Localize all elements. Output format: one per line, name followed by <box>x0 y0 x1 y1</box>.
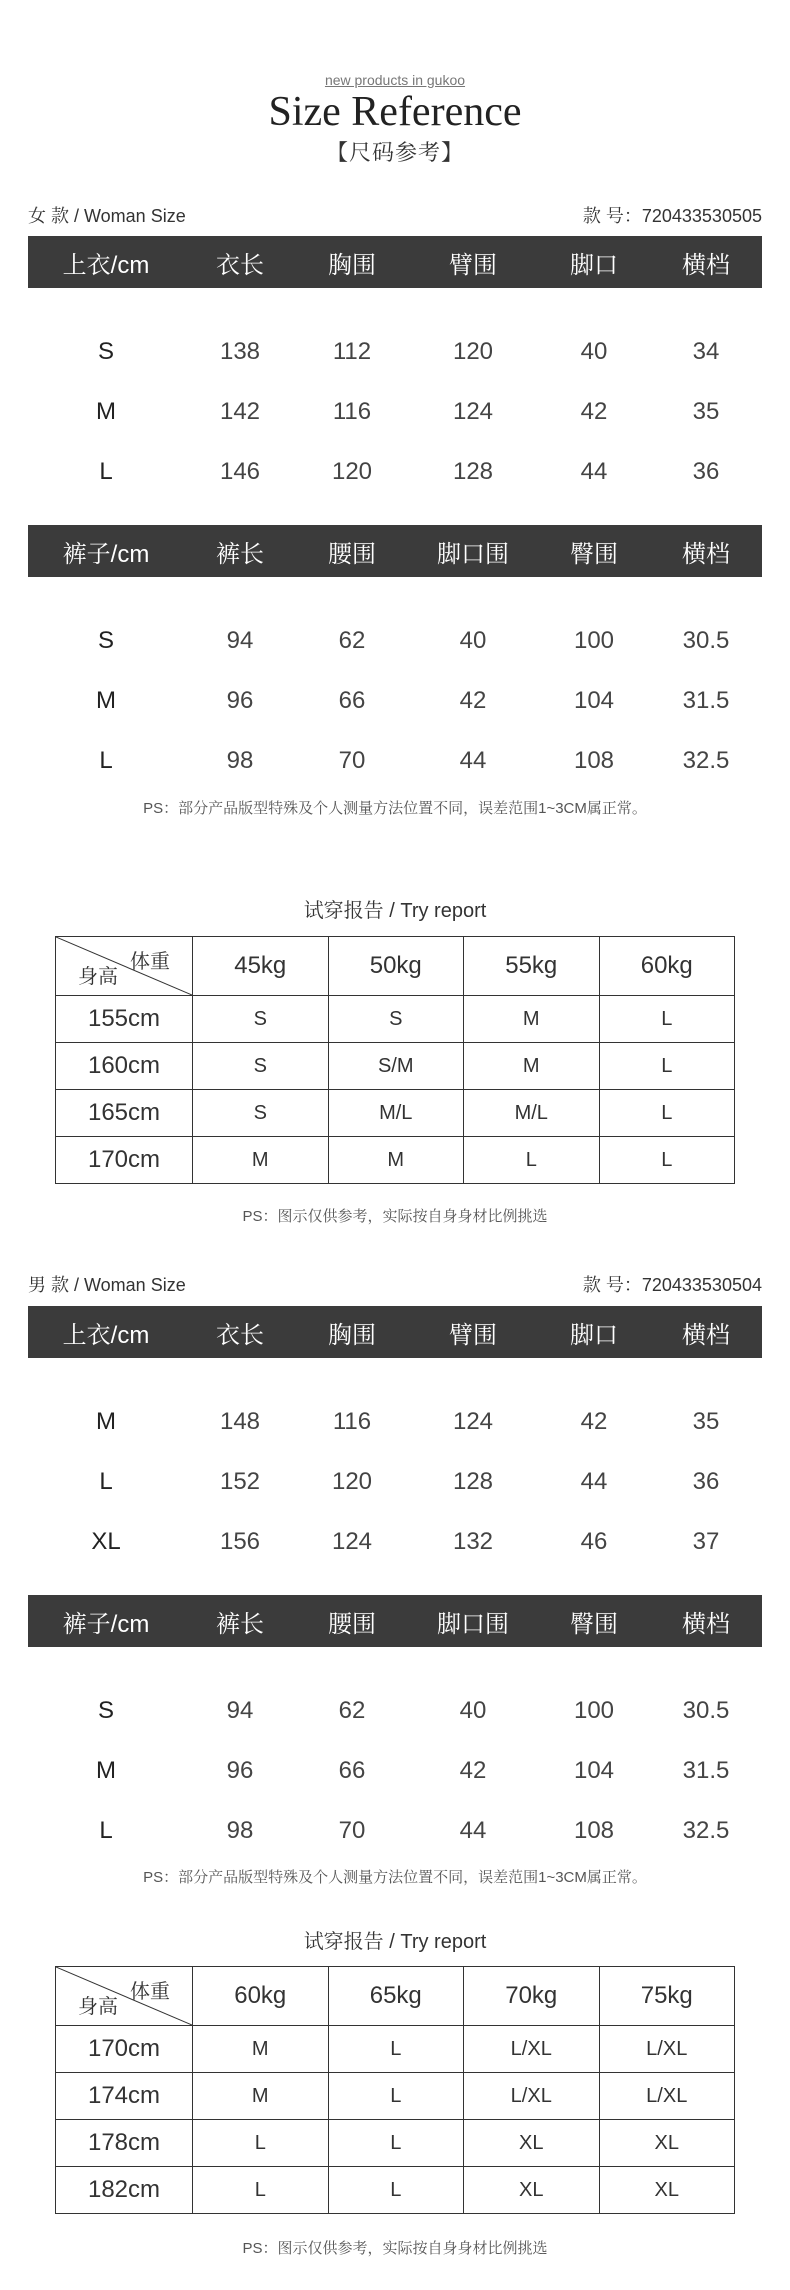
table-cell: 100 <box>573 1697 615 1724</box>
women-tops-table <box>28 236 762 502</box>
men-try-report-title: 试穿报告 / Try report <box>303 1931 487 1953</box>
table-cell: 36 <box>692 1468 720 1495</box>
table-cell: 148 <box>219 1408 261 1435</box>
table-row <box>56 1090 735 1137</box>
column-header: 横档 <box>650 525 762 577</box>
table-cell: M <box>193 1137 329 1184</box>
diagonal-line <box>56 937 192 995</box>
table-cell: 42 <box>580 398 608 425</box>
table-cell: 120 <box>452 338 494 365</box>
table-cell: M <box>328 1137 464 1184</box>
column-header: 裤长 <box>184 525 296 577</box>
table-row <box>28 288 762 382</box>
table-cell: 35 <box>692 398 720 425</box>
table-row <box>28 1647 762 1741</box>
table-cell: XL <box>599 2167 735 2214</box>
table-cell: 104 <box>573 687 615 714</box>
table-cell: M/L <box>464 1090 600 1137</box>
table-cell: 138 <box>219 338 261 365</box>
height-cell: 174cm <box>56 2073 193 2120</box>
table-cell: 44 <box>459 747 487 774</box>
table-row <box>28 577 762 671</box>
table-cell: 44 <box>459 1817 487 1844</box>
table-row <box>56 2120 735 2167</box>
column-header: 脚口围 <box>408 525 538 577</box>
table-header-row <box>28 236 762 288</box>
column-header: 脚口 <box>538 236 650 288</box>
size-cell: S <box>97 338 114 365</box>
page-title: Size Reference <box>268 89 522 135</box>
corner-weight-label: 体重 <box>130 1981 170 2003</box>
table-cell: 40 <box>459 627 487 654</box>
table-row <box>28 1801 762 1861</box>
table-cell: 128 <box>452 1468 494 1495</box>
column-header: 裤长 <box>184 1595 296 1647</box>
column-header: 衣长 <box>184 1306 296 1358</box>
weight-header: 60kg <box>599 937 735 996</box>
table-cell: L/XL <box>599 2026 735 2073</box>
table-cell: 108 <box>573 1817 615 1844</box>
weight-header: 50kg <box>328 937 464 996</box>
column-header: 衣长 <box>184 236 296 288</box>
table-cell: XL <box>599 2120 735 2167</box>
column-header: 胸围 <box>296 236 408 288</box>
table-cell: M <box>193 2026 329 2073</box>
table-cell: 152 <box>219 1468 261 1495</box>
column-header: 臀围 <box>538 1595 650 1647</box>
size-cell: L <box>99 458 113 485</box>
weight-header: 75kg <box>599 1967 735 2026</box>
table-cell: XL <box>464 2120 600 2167</box>
table-cell: 46 <box>580 1528 608 1555</box>
table-cell: 96 <box>226 687 254 714</box>
size-cell: L <box>99 1817 113 1844</box>
table-cell: 142 <box>219 398 261 425</box>
height-cell: 182cm <box>56 2167 193 2214</box>
corner-header <box>56 1967 193 2026</box>
table-row <box>28 1512 762 1572</box>
table-cell: 31.5 <box>682 687 730 714</box>
column-header: 臂围 <box>408 1306 538 1358</box>
table-cell: M <box>464 996 600 1043</box>
table-header-row <box>28 1306 762 1358</box>
weight-header: 70kg <box>464 1967 600 2026</box>
table-cell: 94 <box>226 1697 254 1724</box>
table-cell: M/L <box>328 1090 464 1137</box>
size-cell: L <box>99 747 113 774</box>
table-cell: 70 <box>338 1817 366 1844</box>
column-header: 脚口围 <box>408 1595 538 1647</box>
table-cell: 42 <box>459 1757 487 1784</box>
table-cell: 98 <box>226 747 254 774</box>
women-pants-table <box>28 525 762 791</box>
table-cell: 124 <box>452 1408 494 1435</box>
weight-header: 55kg <box>464 937 600 996</box>
men-measurement-note: PS：部分产品版型特殊及个人测量方法位置不同，误差范围1~3CM属正常。 <box>143 1869 647 1886</box>
column-header: 腰围 <box>296 525 408 577</box>
table-cell: 96 <box>226 1757 254 1784</box>
column-header: 腰围 <box>296 1595 408 1647</box>
table-cell: 100 <box>573 627 615 654</box>
height-cell: 165cm <box>56 1090 193 1137</box>
column-header: 裤子/cm <box>28 1595 184 1647</box>
table-cell: 62 <box>338 627 366 654</box>
size-cell: M <box>96 1408 116 1435</box>
table-cell: 124 <box>331 1528 373 1555</box>
table-cell: L <box>464 1137 600 1184</box>
table-row <box>56 996 735 1043</box>
men-try-report-note: PS：图示仅供参考，实际按自身身材比例挑选 <box>242 2240 548 2257</box>
table-cell: 37 <box>692 1528 720 1555</box>
column-header: 上衣/cm <box>28 236 184 288</box>
table-cell: L <box>599 996 735 1043</box>
table-cell: 66 <box>338 687 366 714</box>
table-cell: L/XL <box>464 2073 600 2120</box>
men-pants-table <box>28 1595 762 1861</box>
weight-header: 45kg <box>193 937 329 996</box>
table-row <box>56 2073 735 2120</box>
men-style-number: 款 号：720433530504 <box>582 1275 762 1295</box>
column-header: 脚口 <box>538 1306 650 1358</box>
table-cell: 70 <box>338 747 366 774</box>
table-cell: S <box>328 996 464 1043</box>
column-header: 横档 <box>650 1595 762 1647</box>
height-cell: 160cm <box>56 1043 193 1090</box>
women-measurement-note: PS：部分产品版型特殊及个人测量方法位置不同，误差范围1~3CM属正常。 <box>143 800 647 817</box>
table-row <box>56 2167 735 2214</box>
table-cell: XL <box>464 2167 600 2214</box>
table-cell: L <box>193 2120 329 2167</box>
size-cell: M <box>96 398 116 425</box>
table-cell: 34 <box>692 338 720 365</box>
corner-header <box>56 937 193 996</box>
table-cell: L/XL <box>599 2073 735 2120</box>
table-cell: 35 <box>692 1408 720 1435</box>
column-header: 裤子/cm <box>28 525 184 577</box>
brand-subtitle: new products in gukoo <box>324 72 466 88</box>
table-row <box>56 1137 735 1184</box>
table-cell: L <box>328 2073 464 2120</box>
table-cell: L <box>599 1137 735 1184</box>
table-cell: 112 <box>332 338 372 365</box>
table-cell: 30.5 <box>682 1697 730 1724</box>
column-header: 横档 <box>650 1306 762 1358</box>
table-cell: 124 <box>452 398 494 425</box>
table-cell: L <box>599 1043 735 1090</box>
table-cell: M <box>193 2073 329 2120</box>
table-cell: L <box>328 2120 464 2167</box>
column-header: 横档 <box>650 236 762 288</box>
table-row <box>28 731 762 791</box>
size-cell: M <box>96 687 116 714</box>
table-cell: 116 <box>332 398 372 425</box>
table-cell: 40 <box>580 338 608 365</box>
table-cell: 62 <box>338 1697 366 1724</box>
size-cell: L <box>99 1468 113 1495</box>
table-cell: 132 <box>452 1528 494 1555</box>
table-cell: 44 <box>580 1468 608 1495</box>
corner-weight-label: 体重 <box>130 951 170 973</box>
height-cell: 178cm <box>56 2120 193 2167</box>
table-row <box>28 442 762 502</box>
table-row <box>28 1358 762 1452</box>
table-row <box>56 1043 735 1090</box>
column-header: 胸围 <box>296 1306 408 1358</box>
page-title-cn: 【尺码参考】 <box>325 140 464 165</box>
table-cell: 94 <box>226 627 254 654</box>
table-cell: 98 <box>226 1817 254 1844</box>
table-cell: 116 <box>332 1408 372 1435</box>
column-header: 臀围 <box>538 525 650 577</box>
table-cell: L <box>193 2167 329 2214</box>
table-cell: S <box>193 996 329 1043</box>
table-cell: M <box>464 1043 600 1090</box>
table-cell: S <box>193 1043 329 1090</box>
height-cell: 170cm <box>56 1137 193 1184</box>
women-try-report-title: 试穿报告 / Try report <box>303 900 487 922</box>
table-cell: 32.5 <box>682 1817 730 1844</box>
table-cell: 156 <box>219 1528 261 1555</box>
table-row <box>28 1741 762 1801</box>
women-style-number: 款 号：720433530505 <box>582 206 762 226</box>
table-cell: L <box>328 2167 464 2214</box>
table-header-row <box>56 1967 735 2026</box>
size-cell: M <box>96 1757 116 1784</box>
table-cell: 42 <box>459 687 487 714</box>
table-cell: 31.5 <box>682 1757 730 1784</box>
corner-height-label: 身高 <box>78 1996 118 2018</box>
table-cell: 128 <box>452 458 494 485</box>
weight-header: 65kg <box>328 1967 464 2026</box>
table-cell: 36 <box>692 458 720 485</box>
diagonal-line <box>56 1967 192 2025</box>
size-cell: S <box>97 627 114 654</box>
table-row <box>28 671 762 731</box>
table-cell: 108 <box>573 747 615 774</box>
women-try-report-table <box>55 936 735 1184</box>
table-cell: 104 <box>573 1757 615 1784</box>
table-header-row <box>28 525 762 577</box>
table-cell: S/M <box>328 1043 464 1090</box>
table-cell: 42 <box>580 1408 608 1435</box>
table-cell: L/XL <box>464 2026 600 2073</box>
table-cell: 32.5 <box>682 747 730 774</box>
table-cell: L <box>328 2026 464 2073</box>
height-cell: 155cm <box>56 996 193 1043</box>
size-cell: S <box>97 1697 114 1724</box>
table-row <box>28 1452 762 1512</box>
weight-header: 60kg <box>193 1967 329 2026</box>
table-cell: 30.5 <box>682 627 730 654</box>
table-cell: 40 <box>459 1697 487 1724</box>
table-header-row <box>28 1595 762 1647</box>
men-try-report-table <box>55 1966 735 2214</box>
table-cell: 44 <box>580 458 608 485</box>
table-row <box>28 382 762 442</box>
column-header: 上衣/cm <box>28 1306 184 1358</box>
table-cell: 66 <box>338 1757 366 1784</box>
women-section-label: 女 款 / Woman Size <box>28 206 186 226</box>
size-cell: XL <box>91 1528 121 1555</box>
table-cell: 120 <box>331 458 373 485</box>
table-cell: L <box>599 1090 735 1137</box>
men-tops-table <box>28 1306 762 1572</box>
men-section-label: 男 款 / Woman Size <box>28 1275 186 1295</box>
height-cell: 170cm <box>56 2026 193 2073</box>
corner-height-label: 身高 <box>78 966 118 988</box>
women-try-report-note: PS：图示仅供参考，实际按自身身材比例挑选 <box>242 1208 548 1225</box>
table-cell: S <box>193 1090 329 1137</box>
table-cell: 146 <box>219 458 261 485</box>
table-row <box>56 2026 735 2073</box>
table-cell: 120 <box>331 1468 373 1495</box>
column-header: 臂围 <box>408 236 538 288</box>
table-header-row <box>56 937 735 996</box>
